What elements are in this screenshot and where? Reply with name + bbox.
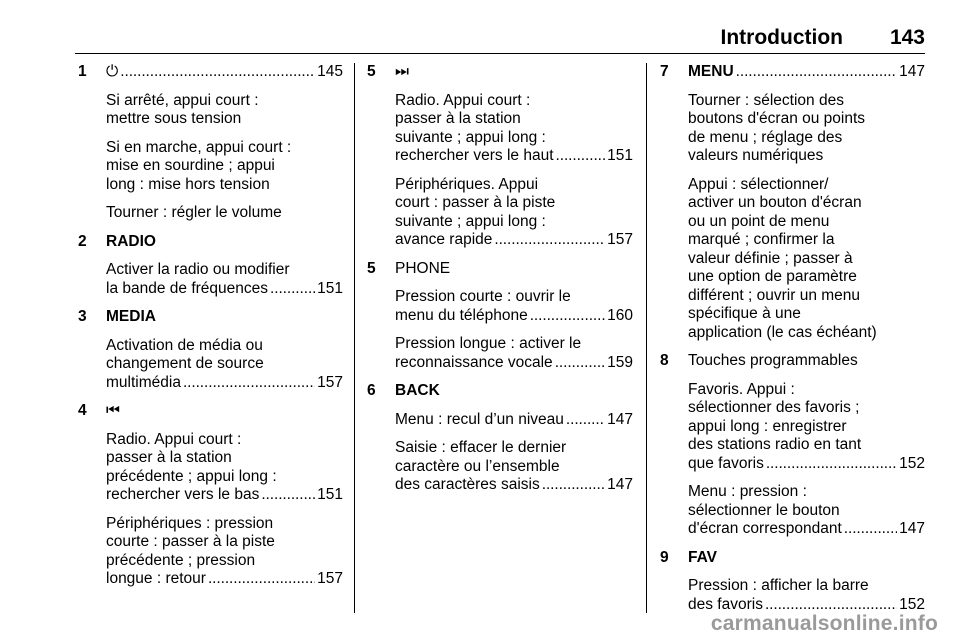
entry-text: Radio. Appui court : bbox=[106, 430, 242, 448]
page-ref: 151 bbox=[317, 486, 343, 503]
dot-leader bbox=[261, 486, 315, 505]
entry-text: sélectionner des favoris ; bbox=[688, 399, 860, 416]
toc-line bbox=[106, 280, 343, 299]
toc-line bbox=[106, 486, 343, 505]
dot-leader bbox=[555, 354, 605, 373]
entry-text: rechercher vers le haut bbox=[395, 147, 554, 164]
description bbox=[395, 335, 633, 372]
entry-text: Appui : sélectionner/ bbox=[688, 175, 829, 193]
control-item bbox=[660, 63, 925, 342]
page-ref: 159 bbox=[607, 353, 633, 371]
column-2 bbox=[367, 63, 633, 495]
description bbox=[688, 577, 925, 614]
description bbox=[106, 261, 343, 298]
watermark: carmanualsonline.info bbox=[710, 612, 938, 635]
description bbox=[106, 515, 343, 589]
entry-text: changement de source bbox=[106, 355, 264, 372]
page-ref: 152 bbox=[899, 595, 925, 613]
entry-text: spécifique à une bbox=[688, 305, 801, 322]
entry-text: Favoris. Appui : bbox=[688, 380, 795, 398]
toc-line bbox=[106, 374, 343, 393]
entry-text: appui long : enregistrer bbox=[688, 417, 847, 435]
column-divider bbox=[354, 63, 355, 613]
toc-line bbox=[395, 354, 633, 373]
dot-leader bbox=[844, 520, 897, 539]
description bbox=[395, 439, 633, 495]
page-ref: 152 bbox=[899, 454, 925, 472]
entry-text: des caractères saisis bbox=[395, 476, 540, 493]
item-label: MENU bbox=[688, 63, 734, 80]
description bbox=[106, 139, 343, 195]
description bbox=[688, 92, 925, 166]
entry-text: menu du téléphone bbox=[395, 306, 528, 324]
entry-text: précédente ; appui long : bbox=[106, 467, 277, 485]
description bbox=[688, 176, 925, 343]
item-number: 1 bbox=[78, 63, 87, 80]
column-divider bbox=[646, 63, 647, 613]
column-1 bbox=[78, 63, 343, 589]
page-ref: 147 bbox=[607, 476, 633, 493]
control-item bbox=[660, 549, 925, 615]
entry-text: application (le cas échéant) bbox=[688, 323, 877, 341]
entry-text: longue : retour bbox=[106, 570, 206, 587]
item-label: FAV bbox=[688, 548, 717, 566]
description bbox=[688, 483, 925, 539]
item-label: Touches programmables bbox=[688, 352, 858, 369]
skip-back-icon: ⏮ bbox=[106, 402, 120, 419]
entry-text: précédente ; pression bbox=[106, 551, 256, 569]
page-ref: 147 bbox=[607, 410, 633, 428]
toc-line bbox=[395, 231, 633, 250]
skip-forward-icon: ⏭ bbox=[395, 63, 409, 80]
control-item bbox=[367, 63, 633, 250]
entry-text: la bande de fréquences bbox=[106, 279, 269, 297]
page-ref: 157 bbox=[607, 231, 633, 248]
description bbox=[106, 337, 343, 393]
control-item bbox=[367, 260, 633, 373]
description bbox=[395, 288, 633, 325]
toc-line bbox=[688, 63, 925, 82]
page-ref: 151 bbox=[607, 147, 633, 164]
page-ref: 145 bbox=[317, 63, 343, 80]
description bbox=[395, 92, 633, 166]
item-label: BACK bbox=[395, 382, 440, 399]
description bbox=[106, 204, 343, 223]
item-label: RADIO bbox=[106, 232, 156, 250]
entry-text: différent ; ouvrir un menu bbox=[688, 286, 861, 304]
entry-text: Périphériques : pression bbox=[106, 514, 274, 532]
entry-text: sélectionner le bouton bbox=[688, 501, 840, 519]
entry-text: Si arrêté, appui court : bbox=[106, 91, 259, 109]
item-number: 7 bbox=[660, 63, 669, 80]
item-number: 5 bbox=[367, 259, 376, 277]
toc-line bbox=[106, 570, 343, 589]
entry-text: suivante ; appui long : bbox=[395, 128, 546, 146]
item-number: 5 bbox=[367, 63, 376, 80]
dot-leader bbox=[270, 280, 315, 299]
toc-line bbox=[395, 411, 633, 430]
item-label: MEDIA bbox=[106, 308, 156, 325]
item-number: 9 bbox=[660, 548, 669, 566]
entry-text: rechercher vers le bas bbox=[106, 486, 260, 503]
entry-text: courte : passer à la piste bbox=[106, 533, 275, 550]
toc-line bbox=[395, 307, 633, 326]
dot-leader bbox=[208, 570, 315, 589]
page-ref: 147 bbox=[899, 520, 925, 537]
item-number: 2 bbox=[78, 232, 87, 250]
column-3 bbox=[660, 63, 925, 614]
entry-text: Pression longue : activer le bbox=[395, 335, 582, 352]
dot-leader bbox=[120, 63, 315, 82]
item-label: PHONE bbox=[395, 259, 451, 277]
entry-text: Menu : pression : bbox=[688, 483, 807, 500]
toc-line bbox=[688, 455, 925, 474]
entry-text: des favoris bbox=[688, 595, 763, 613]
entry-text: Pression courte : ouvrir le bbox=[395, 288, 571, 305]
entry-text: Menu : recul d’un niveau bbox=[395, 410, 564, 428]
entry-text: ou un point de menu bbox=[688, 212, 830, 230]
item-number: 8 bbox=[660, 352, 669, 369]
control-item bbox=[78, 233, 343, 299]
page-ref: 151 bbox=[317, 279, 343, 297]
entry-text: que favoris bbox=[688, 454, 764, 472]
dot-leader bbox=[566, 411, 605, 430]
entry-text: Périphériques. Appui bbox=[395, 175, 539, 193]
item-number: 6 bbox=[367, 382, 376, 399]
entry-text: avance rapide bbox=[395, 231, 493, 248]
dot-leader bbox=[494, 231, 605, 250]
power-icon: ⏻ bbox=[106, 63, 119, 80]
page-ref: 147 bbox=[899, 63, 925, 80]
entry-text: d'écran correspondant bbox=[688, 520, 842, 537]
entry-text: de menu ; réglage des bbox=[688, 128, 843, 146]
control-item bbox=[78, 63, 343, 223]
entry-text: valeurs numériques bbox=[688, 147, 824, 164]
entry-text: passer à la station bbox=[106, 449, 232, 466]
toc-line bbox=[106, 63, 343, 82]
description bbox=[106, 92, 343, 129]
entry-text: caractère ou l’ensemble bbox=[395, 457, 560, 475]
item-number: 4 bbox=[78, 402, 87, 419]
entry-text: Radio. Appui court : bbox=[395, 91, 531, 109]
entry-text: Activation de média ou bbox=[106, 336, 263, 354]
entry-text: valeur définie ; passer à bbox=[688, 249, 853, 267]
dot-leader bbox=[542, 476, 605, 495]
dot-leader bbox=[766, 455, 897, 474]
section-title: Introduction bbox=[720, 26, 843, 49]
entry-text: boutons d'écran ou points bbox=[688, 110, 866, 127]
entry-text: suivante ; appui long : bbox=[395, 212, 546, 230]
entry-text: mettre sous tension bbox=[106, 110, 242, 127]
control-item bbox=[78, 402, 343, 589]
entry-text: passer à la station bbox=[395, 110, 521, 127]
toc-line bbox=[688, 520, 925, 539]
description bbox=[395, 176, 633, 250]
entry-text: court : passer à la piste bbox=[395, 194, 556, 211]
entry-text: Activer la radio ou modifier bbox=[106, 261, 290, 278]
entry-text: activer un bouton d'écran bbox=[688, 194, 862, 211]
description bbox=[688, 381, 925, 474]
entry-text: long : mise hors tension bbox=[106, 175, 270, 193]
dot-leader bbox=[736, 63, 897, 82]
toc-line bbox=[395, 147, 633, 166]
entry-text: des stations radio en tant bbox=[688, 436, 862, 453]
description bbox=[106, 431, 343, 505]
entry-text: mise en sourdine ; appui bbox=[106, 157, 275, 174]
page-number: 143 bbox=[889, 26, 925, 49]
entry-text: Saisie : effacer le dernier bbox=[395, 439, 567, 456]
page-ref: 160 bbox=[607, 306, 633, 324]
entry-text: multimédia bbox=[106, 373, 181, 391]
dot-leader bbox=[530, 307, 605, 326]
item-number: 3 bbox=[78, 308, 87, 325]
description bbox=[395, 411, 633, 430]
page-ref: 157 bbox=[317, 570, 343, 587]
control-item bbox=[78, 308, 343, 392]
entry-text: Tourner : régler le volume bbox=[106, 204, 282, 221]
entry-text: Tourner : sélection des bbox=[688, 91, 844, 109]
page-header bbox=[75, 24, 925, 54]
page-ref: 157 bbox=[317, 373, 343, 391]
entry-text: reconnaissance vocale bbox=[395, 353, 553, 371]
control-item bbox=[660, 352, 925, 539]
entry-text: marqué ; confirmer la bbox=[688, 231, 835, 248]
toc-line bbox=[395, 476, 633, 495]
entry-text: Pression : afficher la barre bbox=[688, 577, 869, 594]
dot-leader bbox=[183, 374, 315, 393]
control-item bbox=[367, 382, 633, 495]
entry-text: Si en marche, appui court : bbox=[106, 138, 292, 156]
dot-leader bbox=[556, 147, 606, 166]
entry-text: une option de paramètre bbox=[688, 268, 857, 285]
